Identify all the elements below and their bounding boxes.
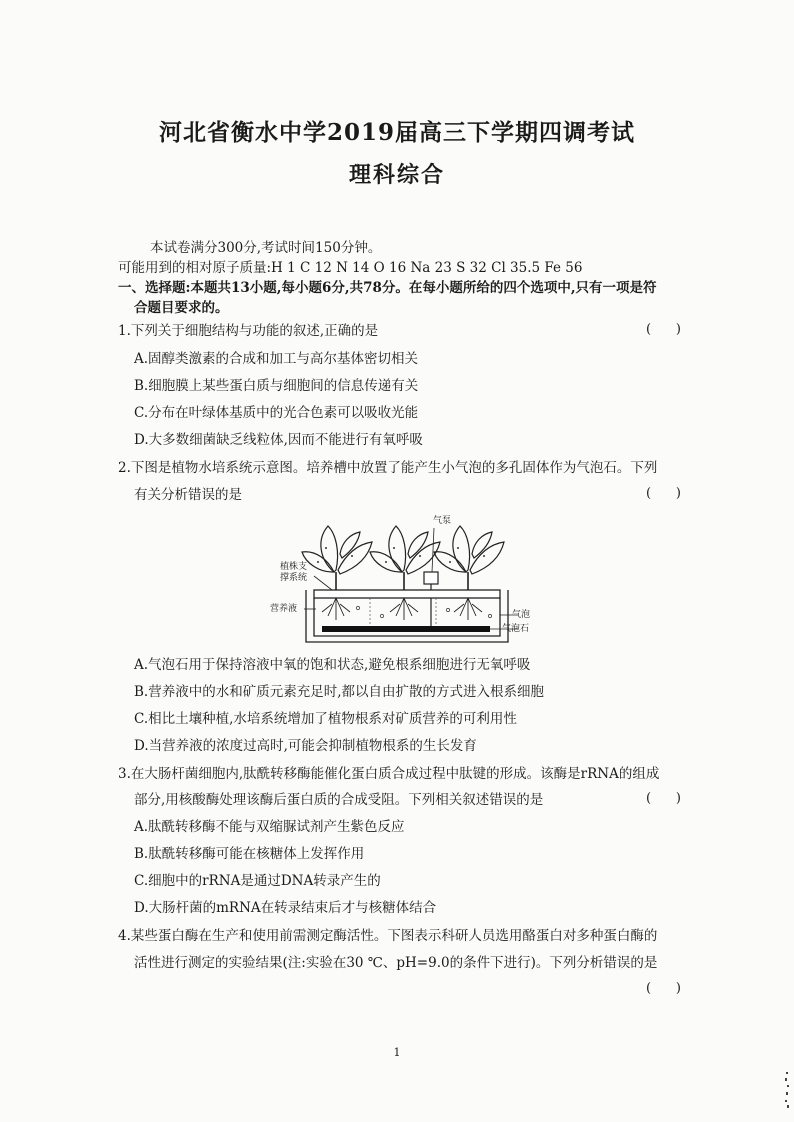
q2-option-b: B.营养液中的水和矿质元素充足时,都以自由扩散的方式进入根系细胞: [134, 684, 545, 700]
roots: [322, 598, 482, 620]
partition-lines: [370, 598, 436, 626]
answer-paren-q3: ( ): [646, 791, 681, 806]
atomic-mass-line: 可能用到的相对原子质量:H 1 C 12 N 14 O 16 Na 23 S 32 Cl 35.5 Fe 56: [118, 260, 583, 276]
hydroponics-figure: [262, 512, 532, 652]
question-3-stem: 3.在大肠杆菌细胞内,肽酰转移酶能催化蛋白质合成过程中肽键的形成。该酶是rRNA的组成: [118, 766, 660, 782]
exam-info-line: 本试卷满分300分,考试时间150分钟。: [150, 240, 382, 256]
nutrient-solution-label: 营养液: [270, 604, 298, 614]
section-heading: 一、选择题:本题共13小题,每小题6分,共78分。在每小题所给的四个选项中,只有一项是符: [118, 280, 657, 296]
question-2-stem: 2.下图是植物水培系统示意图。培养槽中放置了能产生小气泡的多孔固体作为气泡石。下列: [118, 460, 658, 476]
q2-option-a: A.气泡石用于保持溶液中氧的饱和状态,避免根系细胞进行无氧呼吸: [134, 657, 531, 673]
q2-option-d: D.当营养液的浓度过高时,可能会抑制植物根系的生长发育: [134, 738, 477, 754]
plant-leaves: [302, 526, 504, 574]
q3-option-a: A.肽酰转移酶不能与双缩脲试剂产生紫色反应: [134, 819, 405, 835]
question-3-stem-cont: 部分,用核酸酶处理该酶后蛋白质的合成受阻。下列相关叙述错误的是: [134, 792, 544, 808]
question-2-stem-cont: 有关分析错误的是: [134, 487, 242, 503]
answer-paren-q1: ( ): [646, 322, 681, 337]
air-pump: [424, 572, 438, 584]
q1-option-a: A.固醇类激素的合成和加工与高尔基体密切相关: [134, 351, 419, 367]
q3-option-d: D.大肠杆菌的mRNA在转录结束后才与核糖体结合: [134, 900, 437, 916]
page-title: 河北省衡水中学2019届高三下学期四调考试: [158, 119, 635, 146]
answer-paren-q2: ( ): [646, 486, 681, 501]
question-4-stem-cont: 活性进行测定的实验结果(注:实验在30 ℃、pH=9.0的条件下进行)。下列分析错误的是: [134, 955, 658, 971]
air-pump-label: 气泵: [433, 516, 452, 526]
q1-option-c: C.分布在叶绿体基质中的光合色素可以吸收光能: [134, 405, 419, 421]
q1-option-b: B.细胞膜上某些蛋白质与细胞间的信息传递有关: [134, 378, 419, 394]
leaf-spots: [317, 547, 485, 563]
air-stone-label: 气泡石: [502, 624, 530, 634]
support-system-label: 植株支: [280, 562, 308, 572]
q1-option-d: D.大多数细菌缺乏线粒体,因而不能进行有氧呼吸: [134, 432, 423, 448]
question-1-stem: 1.下列关于细胞结构与功能的叙述,正确的是: [118, 323, 379, 339]
q3-option-b: B.肽酰转移酶可能在核糖体上发挥作用: [134, 846, 365, 862]
q3-option-c: C.细胞中的rRNA是通过DNA转录产生的: [134, 873, 381, 889]
q2-option-c: C.相比土壤种植,水培系统增加了植物根系对矿质营养的可利用性: [134, 711, 517, 727]
page-number: 1: [393, 1046, 401, 1059]
answer-paren-q4: ( ): [646, 981, 681, 996]
section-heading-cont: 合题目要求的。: [134, 300, 229, 316]
bubble-label: 气泡: [512, 610, 531, 620]
pump-label-leader: [432, 528, 434, 572]
scan-edge-marks: [784, 1070, 790, 1110]
question-4-stem: 4.某些蛋白酶在生产和使用前需测定酶活性。下图表示科研人员选用酪蛋白对多种蛋白酶的: [118, 928, 658, 944]
page-subtitle: 理科综合: [348, 162, 445, 188]
support-system-label-cont: 撑系统: [280, 573, 308, 583]
air-stone: [322, 626, 490, 632]
bubbles: [356, 606, 491, 617]
